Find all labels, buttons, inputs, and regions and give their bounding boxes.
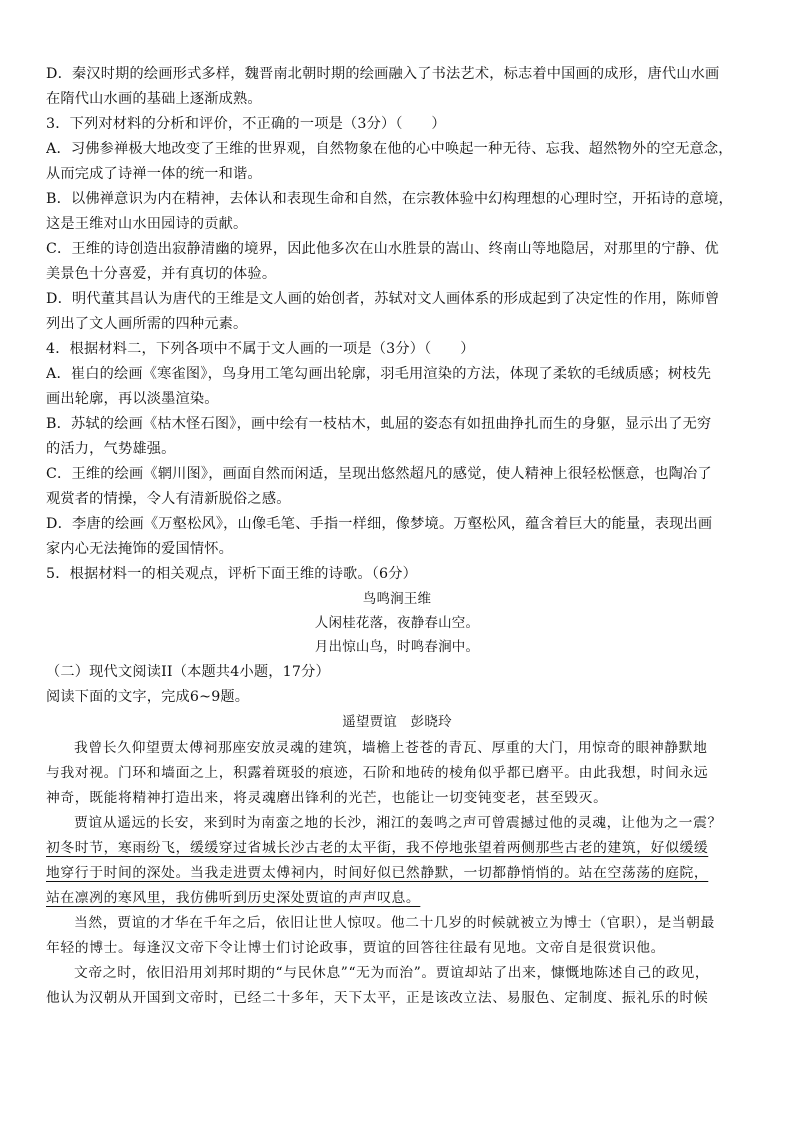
q3-option-c-line2: 美景色十分喜爱，并有真切的体验。 <box>46 266 277 282</box>
essay-title: 遥望贾谊 彭晓玲 <box>342 714 452 730</box>
q4-option-b-line2: 的活力，气势雄强。 <box>46 441 176 457</box>
q3-option-c-line1: C．王维的诗创造出寂静清幽的境界，因此他多次在山水胜景的嵩山、终南山等地隐居，对那里的宁静、优 <box>46 241 719 257</box>
q4-option-a-line1: A．崔白的绘画《寒雀图》，鸟身用工笔勾画出轮廓，羽毛用渲染的方法，体现了柔软的毛绒质感；树枝先 <box>46 366 712 382</box>
q3-option-b-line2: 这是王维对山水田园诗的贡献。 <box>46 216 248 232</box>
q5-stem: 5．根据材料一的相关观点，评析下面王维的诗歌。（6分） <box>46 566 418 582</box>
section-heading: （二）现代文阅读II（本题共4小题，17分） <box>46 664 330 680</box>
essay-p2-line4: 站在凛冽的寒风里，我仿佛听到历史深处贾谊的声声叹息。 <box>46 890 421 906</box>
poem-title: 鸟鸣涧王维 <box>362 591 432 607</box>
q3-option-d-line1: D．明代董其昌认为唐代的王维是文人画的始创者，苏轼对文人画体系的形成起到了决定性的作用，陈师曾 <box>46 291 720 307</box>
poem-line-2: 月出惊山鸟，时鸣春涧中。 <box>314 639 480 655</box>
q4-option-a-line2: 画出轮廓，再以淡墨渲染。 <box>46 391 219 407</box>
q3-option-d-line2: 列出了文人画所需的四种元素。 <box>46 316 248 332</box>
essay-p4-line1: 文帝之时，依旧沿用刘邦时期的“与民休息”“无为而治”。贾谊却站了出来，慷慨地陈述自己的政见， <box>74 965 710 981</box>
essay-p1-line2: 与我对视。门环和墙面之上，积露着斑驳的痕迹，石阶和地砖的棱角似乎都已磨平。由此我想，时间永远 <box>46 765 709 781</box>
essay-p3-line1: 当然，贾谊的才华在千年之后，依旧让世人惊叹。他二十几岁的时候就被立为博士（官职），是当朝最 <box>74 915 715 931</box>
q4-option-c-line1: C．王维的绘画《辋川图》，画面自然而闲适，呈现出悠然超凡的感觉，使人精神上很轻松惬意，也陶冶了 <box>46 466 712 482</box>
reading-instruction: 阅读下面的文字，完成6~9题。 <box>46 689 250 705</box>
q4-option-d-line1: D．李唐的绘画《万壑松风》，山像毛笔、手指一样细，像梦境。万壑松风，蕴含着巨大的能量，表现出画 <box>46 516 713 532</box>
essay-p1-line3: 神奇，既能将精神打造出来，将灵魂磨出锋利的光芒，也能让一切变钝变老，甚至毁灭。 <box>46 790 608 806</box>
q3-option-a-line1: A．习佛参禅极大地改变了王维的世界观，自然物象在他的心中唤起一种无待、忘我、超然物外的空无意念， <box>46 141 733 157</box>
q4-option-d-line2: 家内心无法掩饰的爱国情怀。 <box>46 541 234 557</box>
q3-option-b-line1: B．以佛禅意识为内在精神，去体认和表现生命和自然，在宗教体验中幻构理想的心理时空，开拓诗的意境， <box>46 191 733 207</box>
q3-option-a-line2: 从而完成了诗禅一体的统一和谐。 <box>46 166 262 182</box>
q4-option-b-line1: B．苏轼的绘画《枯木怪石图》，画中绘有一枝枯木，虬屈的姿态有如扭曲挣扎而生的身躯，显示出了无穷 <box>46 416 712 432</box>
q4-option-c-line2: 观赏者的情操，令人有清新脱俗之感。 <box>46 491 291 507</box>
essay-p2-line3: 地穿行于时间的深处。当我走进贾太傅祠内，时间好似已然静默，一切都静悄悄的。站在空荡荡的庭院， <box>46 865 709 881</box>
essay-p2-line1: 贾谊从遥远的长安，来到时为南蛮之地的长沙，湘江的轰鸣之声可曾震撼过他的灵魂，让他为之一震？ <box>74 815 722 831</box>
q2-option-d-line1: D．秦汉时期的绘画形式多样，魏晋南北朝时期的绘画融入了书法艺术，标志着中国画的成形，唐代山水画 <box>46 66 720 82</box>
essay-p3-line2: 年轻的博士。每逢汉文帝下令让博士们讨论政事，贾谊的回答往往最有见地。文帝自是很赏识他。 <box>46 940 666 956</box>
poem-line-1: 人闲桂花落，夜静春山空。 <box>314 615 480 631</box>
q3-stem: 3．下列对材料的分析和评价，不正确的一项是（3分）（ ） <box>46 116 446 132</box>
essay-p1-line1: 我曾长久仰望贾太傅祠那座安放灵魂的建筑，墙檐上苍苍的青瓦、厚重的大门，用惊奇的眼神静默地 <box>74 740 708 756</box>
essay-p4-line2: 他认为汉朝从开国到文帝时，已经二十多年，天下太平，正是该改立法、易服色、定制度、振礼乐的时候 <box>46 990 709 1006</box>
essay-p2-line2: 初冬时节，寒雨纷飞，缓缓穿过省城长沙古老的太平街，我不停地张望着两侧那些古老的建筑，好似缓缓 <box>46 840 709 856</box>
q4-stem: 4．根据材料二，下列各项中不属于文人画的一项是（3分）（ ） <box>46 341 475 357</box>
q2-option-d-line2: 在隋代山水画的基础上逐渐成熟。 <box>46 91 262 107</box>
